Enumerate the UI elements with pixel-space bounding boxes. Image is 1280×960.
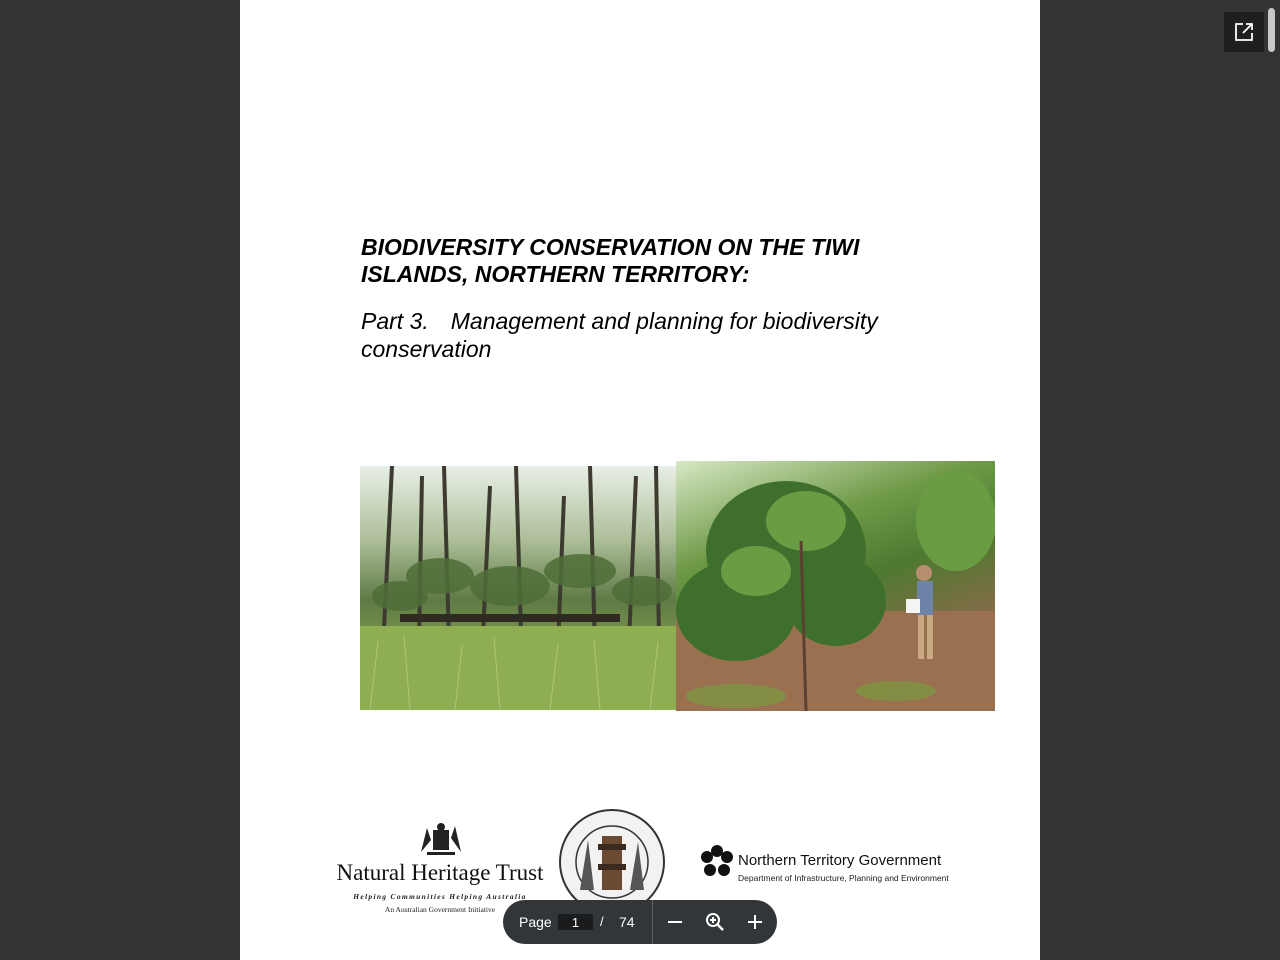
page-label: Page — [519, 914, 552, 930]
part-title: Management and planning for biodiversity conservation — [361, 308, 878, 362]
forest-photo — [360, 466, 676, 710]
zoom-fit-icon — [703, 910, 727, 934]
scrollbar-thumb[interactable] — [1268, 8, 1275, 52]
zoom-out-button[interactable] — [663, 910, 687, 934]
nht-initiative: An Australian Government Initiative — [384, 905, 496, 914]
minus-icon — [663, 910, 687, 934]
total-pages: 74 — [619, 914, 635, 930]
page-separator: / — [600, 914, 604, 929]
page-toolbar — [503, 900, 777, 944]
page-number-input[interactable] — [558, 914, 593, 930]
zoom-in-button[interactable] — [743, 910, 767, 934]
document-title: BIODIVERSITY CONSERVATION ON THE TIWI ISLANDS, NORTHERN TERRITORY: — [361, 234, 860, 287]
document-subtitle — [361, 307, 961, 363]
plus-icon — [743, 910, 767, 934]
nht-name: Natural Heritage Trust — [336, 860, 544, 885]
pdf-page — [240, 0, 1040, 960]
fit-to-page-button[interactable] — [703, 910, 727, 934]
open-external-icon — [1224, 12, 1264, 52]
toolbar-divider — [652, 900, 653, 944]
sapling-photo — [676, 461, 995, 711]
open-in-new-window-button[interactable] — [1224, 12, 1264, 52]
ntg-name: Northern Territory Government — [738, 852, 942, 869]
part-label: Part 3. — [361, 308, 429, 334]
ntg-department: Department of Infrastructure, Planning and Environment — [738, 873, 949, 883]
nht-tagline: Helping Communities Helping Australia — [353, 892, 527, 901]
northern-territory-government-logo — [698, 838, 958, 894]
